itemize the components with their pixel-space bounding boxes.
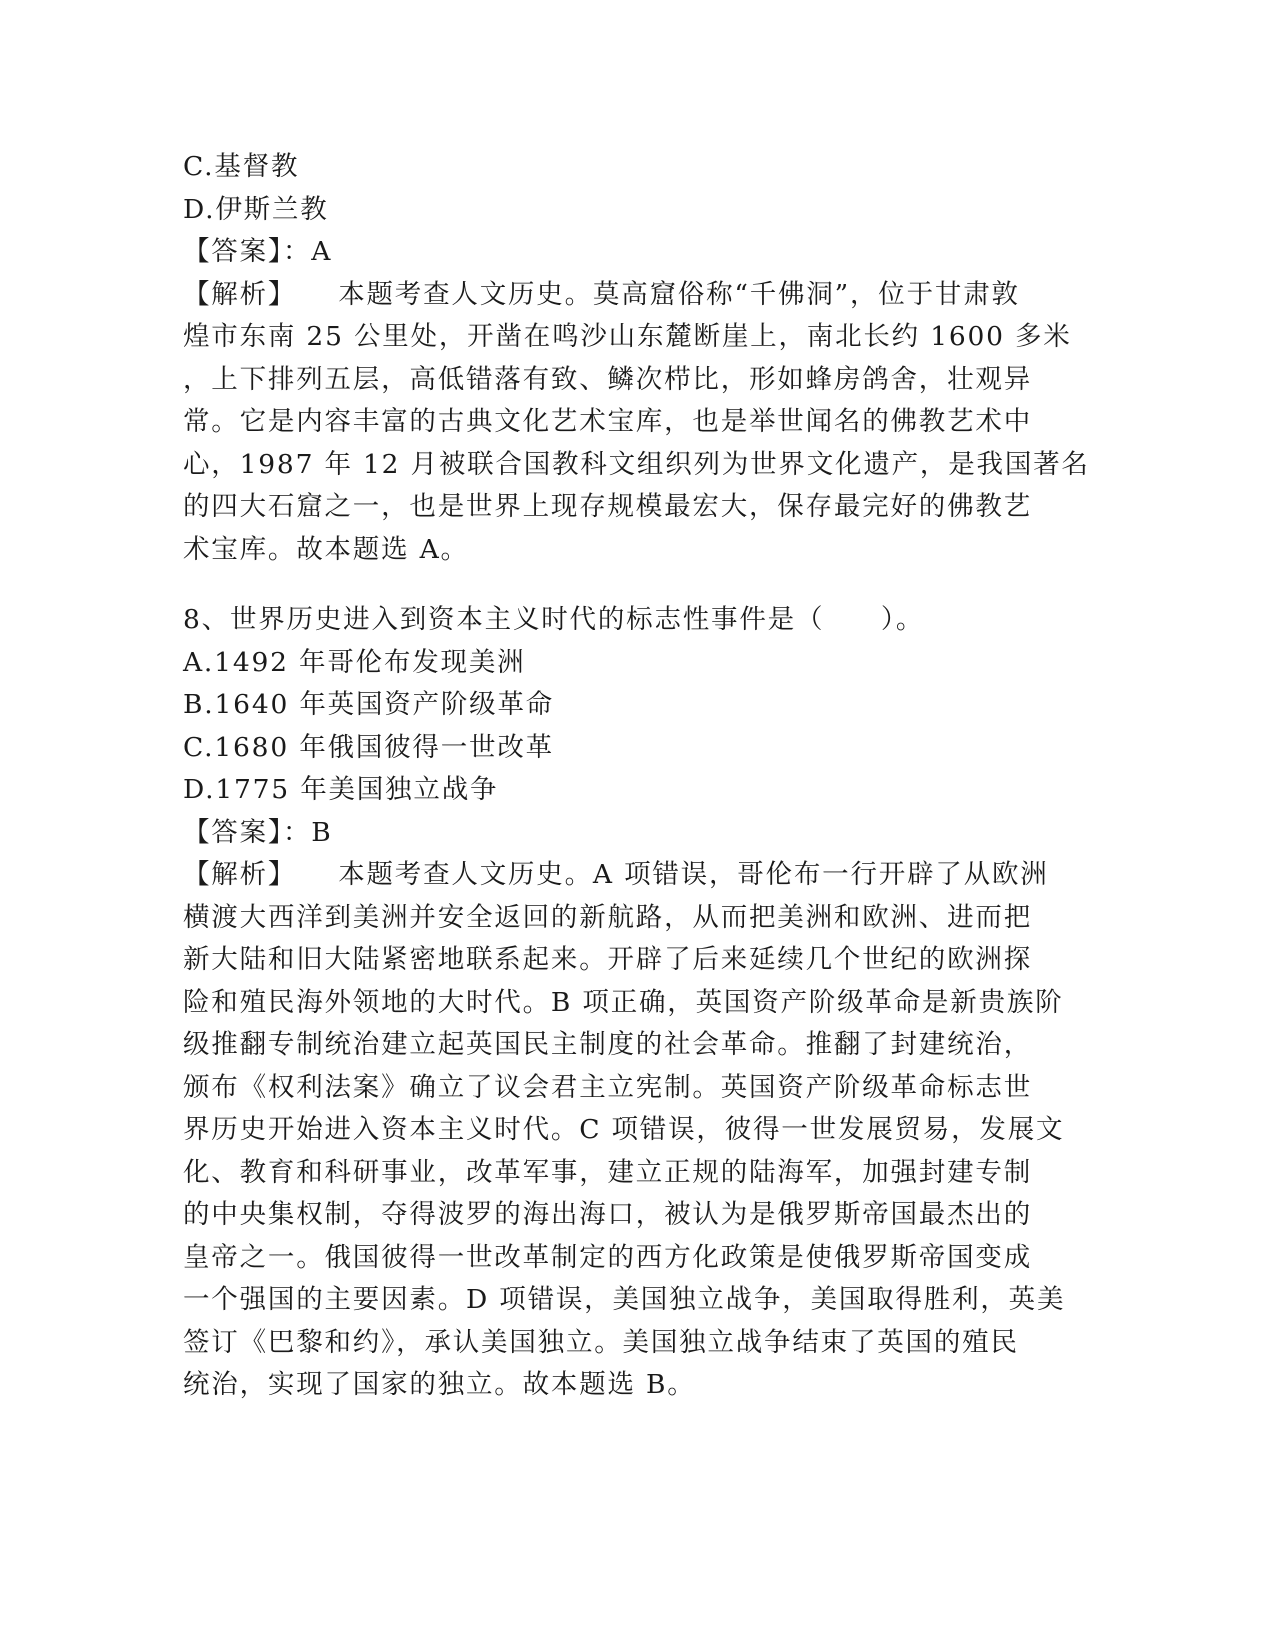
- analysis-text: 本题考查人文历史。A 项错误，哥伦布一行开辟了从欧洲: [338, 859, 1049, 890]
- analysis-line-10: 皇帝之一。俄国彼得一世改革制定的西方化政策是使俄罗斯帝国变成: [183, 1241, 1032, 1273]
- document-page: [183, 146, 1090, 1407]
- analysis-line-6: 的四大石窟之一，也是世界上现存规模最宏大，保存最完好的佛教艺: [183, 491, 1032, 522]
- analysis-text: 本题考查人文历史。莫高窟俗称“千佛洞”，位于甘肃敦: [338, 278, 1020, 310]
- question-8: [183, 599, 1078, 1407]
- analysis-label: 【解析】: [183, 278, 297, 310]
- analysis-line-3: ，上下排列五层，高低错落有致、鳞次栉比，形如蜂房鸽舍，壮观异: [183, 363, 1032, 395]
- analysis-line-7: 术宝库。故本题选 A。: [183, 533, 469, 565]
- analysis-line-2: 煌市东南 25 公里处，开凿在鸣沙山东麓断崖上，南北长约 1600 多米: [183, 321, 1072, 352]
- question-7-tail: [183, 146, 1090, 571]
- option-a: A.1492 年哥伦布发现美洲: [183, 646, 526, 678]
- analysis-line-2: 横渡大西洋到美洲并安全返回的新航路，从而把美洲和欧洲、进而把: [183, 901, 1032, 933]
- option-b: B.1640 年英国资产阶级革命: [183, 689, 555, 720]
- analysis-line-6: 颁布《权利法案》确立了议会君主立宪制。英国资产阶级革命标志世: [183, 1071, 1032, 1103]
- analysis-line-4: 常。它是内容丰富的古典文化艺术宝库，也是举世闻名的佛教艺术中: [183, 406, 1032, 437]
- section-gap: [183, 571, 1078, 599]
- option-d: D.1775 年美国独立战争: [183, 774, 499, 805]
- option-d: D.伊斯兰教: [183, 193, 329, 225]
- analysis-line-7: 界历史开始进入资本主义时代。C 项错误，彼得一世发展贸易，发展文: [183, 1114, 1065, 1145]
- analysis-line-11: 一个强国的主要因素。D 项错误，美国独立战争，美国取得胜利，英美: [183, 1284, 1066, 1315]
- analysis-line-5: 级推翻专制统治建立起英国民主制度的社会革命。推翻了封建统治，: [183, 1029, 1032, 1060]
- analysis-line-13: 统治，实现了国家的独立。故本题选 B。: [183, 1369, 696, 1400]
- analysis-line-12: 签订《巴黎和约》，承认美国独立。美国独立战争结束了英国的殖民: [183, 1326, 1019, 1358]
- answer-line: 【答案】：B: [183, 816, 333, 848]
- question-stem: 8、世界历史进入到资本主义时代的标志性事件是（ ）。: [183, 604, 925, 635]
- option-c: C.基督教: [183, 151, 300, 182]
- analysis-line-8: 化、教育和科研事业，改革军事，建立正规的陆海军，加强封建专制: [183, 1156, 1032, 1188]
- analysis-line-4: 险和殖民海外领地的大时代。B 项正确，英国资产阶级革命是新贵族阶: [183, 986, 1064, 1018]
- answer-line: 【答案】：A: [183, 236, 333, 267]
- analysis-line-3: 新大陆和旧大陆紧密地联系起来。开辟了后来延续几个世纪的欧洲探: [183, 944, 1032, 975]
- analysis-line-5: 心，1987 年 12 月被联合国教科文组织列为世界文化遗产，是我国著名: [183, 448, 1090, 480]
- analysis-line-1: [183, 854, 1078, 897]
- analysis-label: 【解析】: [183, 859, 297, 890]
- option-c: C.1680 年俄国彼得一世改革: [183, 731, 554, 763]
- analysis-line-1: [183, 274, 1078, 317]
- analysis-line-9: 的中央集权制，夺得波罗的海出海口，被认为是俄罗斯帝国最杰出的: [183, 1199, 1032, 1230]
